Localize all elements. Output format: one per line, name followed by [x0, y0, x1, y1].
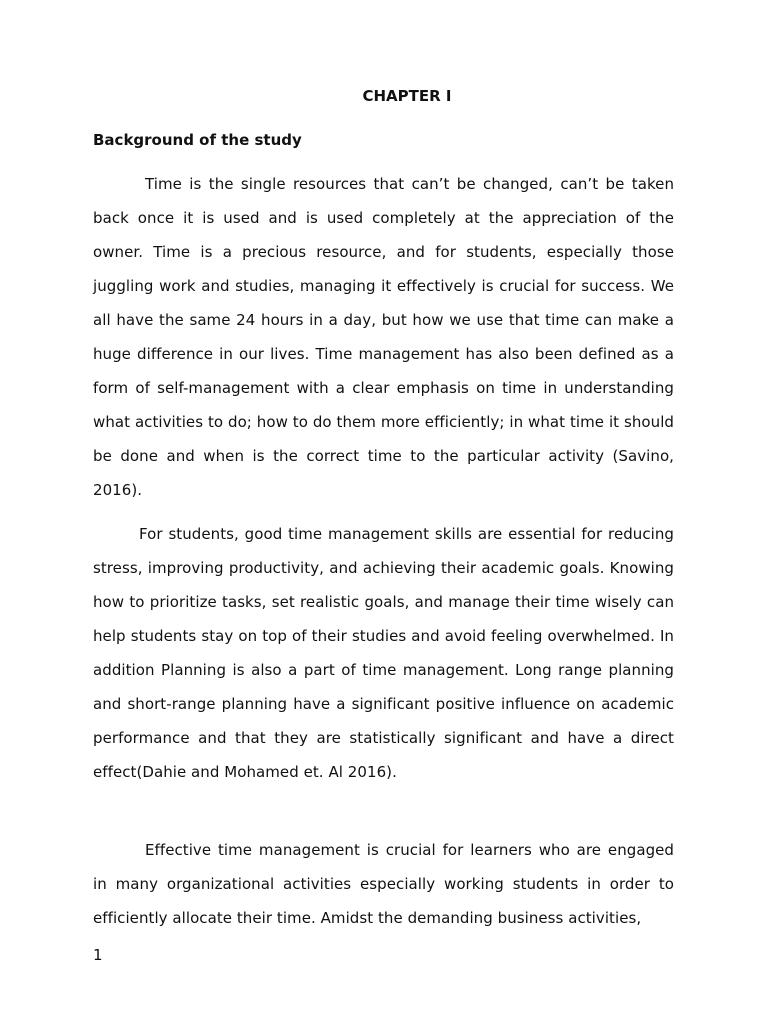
paragraph-2: For students, good time management skills are essential for reducing stress, improving productivity, and achieving their academic goals. Knowing how to prioritize tasks, set realistic goals, and manage their time wisely can help students stay on top of their studies and avoid feeling overwhelmed. In addition Planning is also a part of time management. Long range planning and short-range planning have a significant positive influence on academic performance and that they are statistically significant and have a direct effect(Dahie and Mohamed et. Al 2016).	[93, 525, 674, 781]
page-number: 1	[93, 946, 103, 964]
paragraph-3: Effective time management is crucial for learners who are engaged in many organizational activities especially working students in order to efficiently allocate their time. Amidst the demanding business activities,	[93, 841, 674, 927]
paragraph-1: Time is the single resources that can’t be changed, can’t be taken back once it is used and is used completely at the appreciation of the owner. Time is a precious resource, and for students, especially those juggling work and studies, managing it effectively is crucial for success. We all have the same 24 hours in a day, but how we use that time can make a huge difference in our lives. Time management has also been defined as a form of self-management with a clear emphasis on time in understanding what activities to do; how to do them more efficiently; in what time it should be done and when is the correct time to the particular activity (Savino, 2016).	[93, 175, 674, 499]
chapter-title: CHAPTER I	[362, 87, 452, 105]
section-heading: Background of the study	[93, 131, 302, 149]
